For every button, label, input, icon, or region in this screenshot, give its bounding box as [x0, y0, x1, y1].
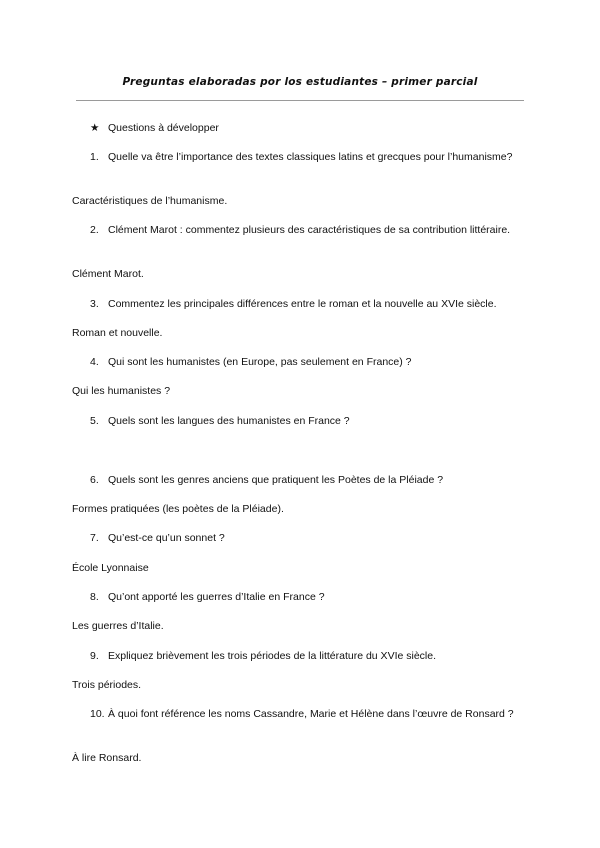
- question-3: [90, 297, 526, 311]
- question-number: 7.: [90, 532, 99, 544]
- note-4: Qui les humanistes ?: [72, 385, 171, 397]
- question-text: Quelle va être l’importance des textes classiques latins et grecques pour l’humanisme?: [108, 151, 513, 163]
- title-divider: [76, 100, 524, 101]
- question-5: [90, 414, 526, 428]
- question-text: Clément Marot : commentez plusieurs des caractéristiques de sa contribution littéraire.: [108, 224, 511, 236]
- question-text: Qui sont les humanistes (en Europe, pas seulement en France) ?: [108, 356, 412, 368]
- note-5: Formes pratiquées (les poètes de la Pléiade).: [72, 503, 284, 515]
- question-number: 3.: [90, 298, 99, 310]
- question-number: 4.: [90, 356, 99, 368]
- question-text: À quoi font référence les noms Cassandre, Marie et Hélène dans l’œuvre de Ronsard ?: [108, 708, 514, 720]
- note-8: Trois périodes.: [72, 679, 142, 691]
- page-title: Preguntas elaboradas por los estudiantes – primer parcial: [122, 76, 478, 88]
- question-2: [90, 223, 526, 237]
- question-text: Commentez les principales différences entre le roman et la nouvelle au XVIe siècle.: [108, 298, 497, 310]
- question-1: [90, 150, 526, 164]
- note-2: Clément Marot.: [72, 268, 144, 280]
- question-text: Qu’est-ce qu’un sonnet ?: [108, 532, 225, 544]
- question-9: [90, 649, 526, 663]
- question-10: [90, 707, 526, 721]
- star-icon: ★: [90, 122, 100, 134]
- question-text: Quels sont les langues des humanistes en France ?: [108, 415, 350, 427]
- question-7: [90, 531, 526, 545]
- question-text: Quels sont les genres anciens que pratiquent les Poètes de la Pléiade ?: [108, 474, 444, 486]
- question-8: [90, 590, 526, 604]
- question-number: 10.: [90, 708, 105, 720]
- question-number: 9.: [90, 650, 99, 662]
- section-heading: [90, 122, 219, 134]
- question-text: Qu’ont apporté les guerres d’Italie en France ?: [108, 591, 325, 603]
- note-7: Les guerres d’Italie.: [72, 620, 164, 632]
- question-number: 8.: [90, 591, 99, 603]
- question-number: 2.: [90, 224, 99, 236]
- section-label: Questions à développer: [108, 122, 219, 134]
- question-4: [90, 355, 526, 369]
- note-9: À lire Ronsard.: [72, 752, 142, 764]
- question-text: Expliquez brièvement les trois périodes de la littérature du XVIe siècle.: [108, 650, 437, 662]
- question-number: 5.: [90, 415, 99, 427]
- note-3: Roman et nouvelle.: [72, 327, 163, 339]
- note-6: École Lyonnaise: [72, 562, 149, 574]
- question-number: 6.: [90, 474, 99, 486]
- note-1: Caractéristiques de l’humanisme.: [72, 195, 228, 207]
- question-6: [90, 473, 526, 487]
- question-number: 1.: [90, 151, 99, 163]
